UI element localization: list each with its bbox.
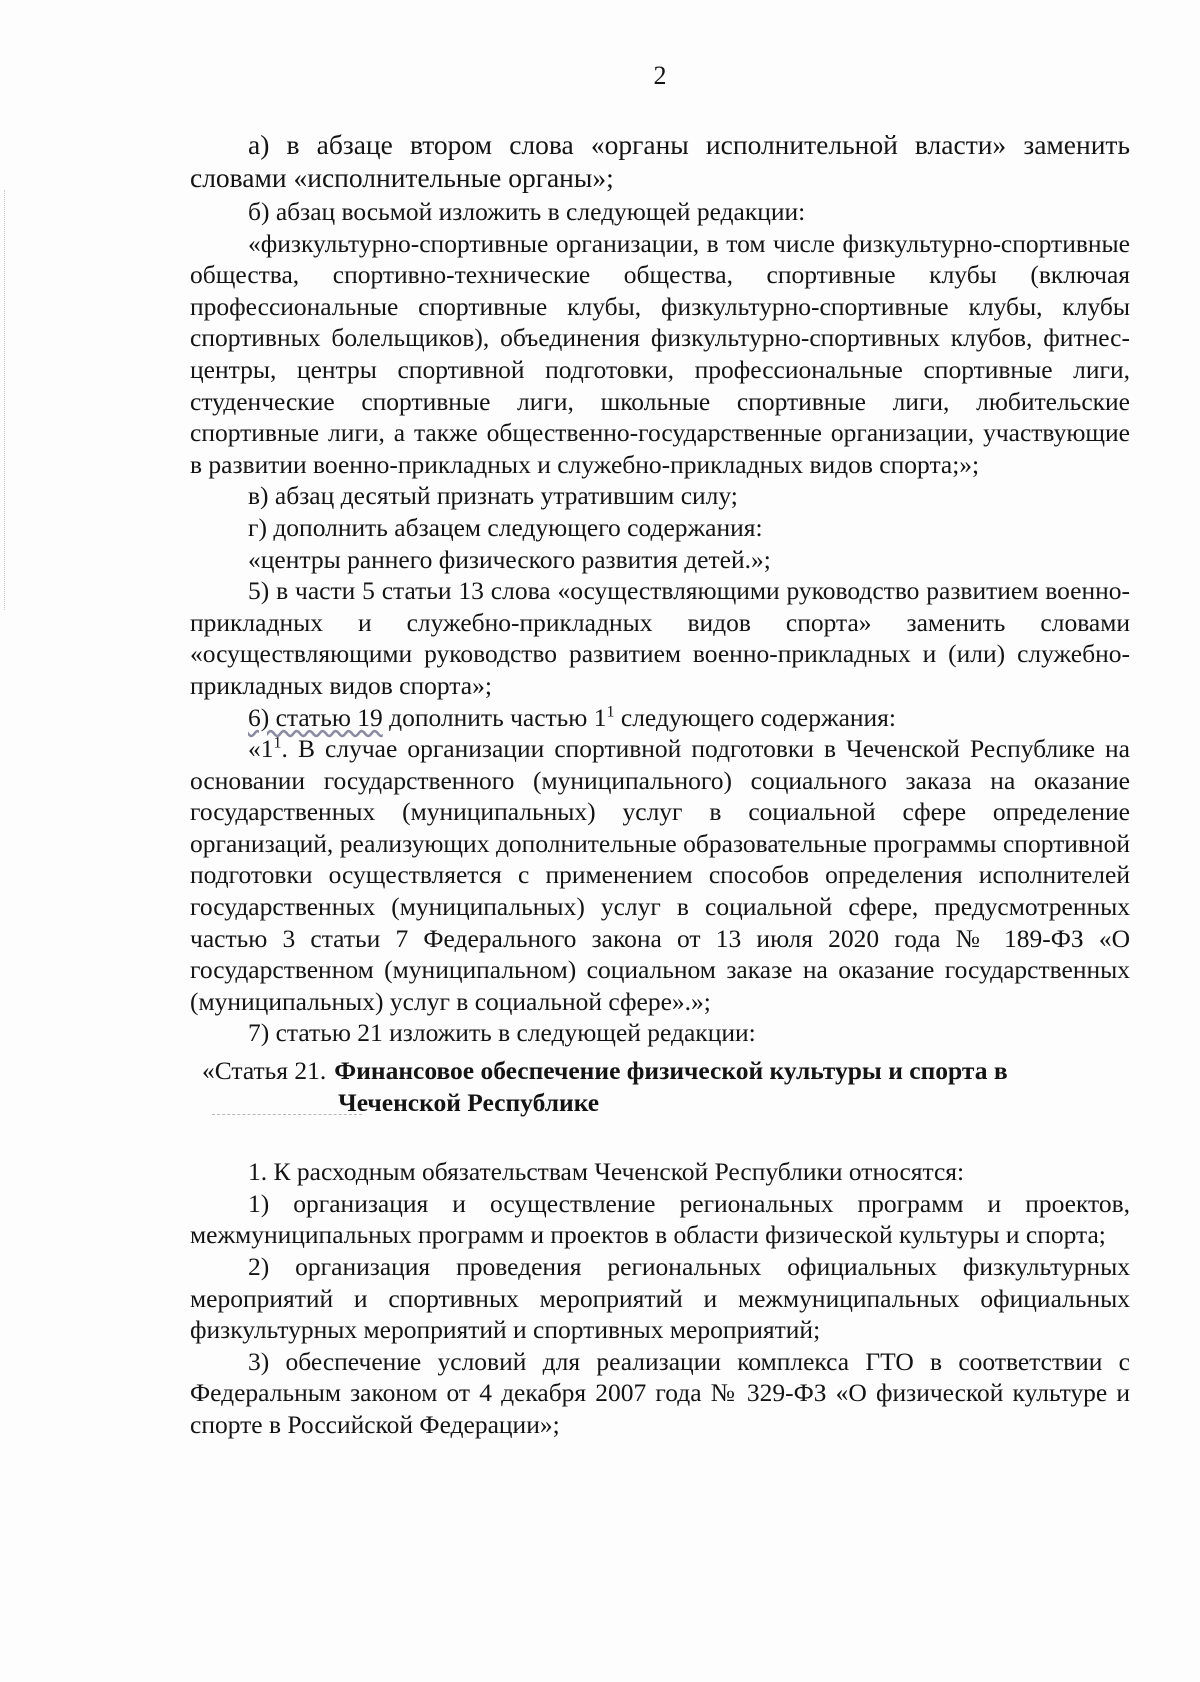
item-6-middle: дополнить частью 1 [382, 702, 607, 732]
article-item-3: 3) обеспечение условий для реализации комплекса ГТО в соответствии с Федеральным законом от 4 декабря 2007 года № 329-ФЗ «О физической культуре и спорте в Российской Федерации»; [190, 1346, 1130, 1439]
part-1-1-open: «1 [248, 734, 274, 764]
part-1-1-text: . В случае организации спортивной подготовки в Чеченской Республике на основании государственного (муниципального) социального заказа на оказание государственных (муниципальных) услуг в социальной сфере определение организаций, реализующих дополнительные образовательные программы спортивной подготовки осуществляется с применением способов определения исполнителей государственных (муниципальных) услуг в социальной сфере, предусмотренных частью 3 статьи 7 Федерального закона от 13 июля 2020 года № 189-ФЗ «О государственном (муниципальном) социальном заказе на оказание государственных (муниципальных) услуг в социальной сфере».»; [190, 734, 1130, 1016]
paragraph-g: г) дополнить абзацем следующего содержания: [248, 512, 763, 542]
article-21-prefix: «Статья 21. [202, 1056, 327, 1086]
item-6-underlined-prefix: 6) статью 19 [248, 702, 383, 732]
article-21-title-line1: Финансовое обеспечение физической культуры и спорта в [334, 1056, 1008, 1086]
article-item-2: 2) организация проведения региональных официальных физкультурных мероприятий и спортивных мероприятий и межмуниципальных официальных физкультурных мероприятий и спортивных мероприятий; [190, 1252, 1130, 1345]
paragraph-part-1-1 [190, 733, 1130, 1017]
article-item-1: 1) организация и осуществление региональных программ и проектов, межмуниципальных программ и проектов в области физической культуры и спорта; [190, 1188, 1130, 1250]
paragraph-b: б) абзац восьмой изложить в следующей редакции: [248, 197, 806, 226]
document-body [190, 128, 1130, 1441]
scan-artifact-line [212, 1114, 362, 1117]
paragraph-v: в) абзац десятый признать утратившим силу; [248, 481, 738, 511]
article-21-title-line2: Чеченской Республике [338, 1087, 600, 1117]
item-6-superscript: 1 [606, 703, 615, 720]
scan-edge-marks [4, 190, 11, 610]
article-21-heading [190, 1055, 1130, 1087]
part-1-1-superscript: 1 [273, 734, 282, 752]
paragraph-early-development: «центры раннего физического развития детей.»; [248, 544, 771, 574]
heading-spacer [190, 1118, 1130, 1156]
page-number: 2 [653, 61, 667, 90]
paragraph-item-7: 7) статью 21 изложить в следующей редакции: [248, 1018, 756, 1048]
paragraph-item-5: 5) в части 5 статьи 13 слова «осуществляющими руководство развитием военно-прикладных и служебно-прикладных видов спорта» заменить словами «осуществляющими руководство развитием военно-прикладных и (или) служебно-прикладных видов спорта»; [190, 576, 1130, 700]
paragraph-item-6 [190, 702, 1130, 734]
item-6-suffix: следующего содержания: [614, 702, 896, 732]
paragraph-sports-organizations: «физкультурно-спортивные организации, в том числе физкультурно-спортивные общества, спортивно-технические общества, спортивные клубы (включая профессиональные спортивные клубы, физкультурно-спортивные клубы, клубы спортивных болельщиков), объединения физкультурно-спортивных клубов, фитнес-центры, центры спортивной подготовки, профессиональные спортивные лиги, студенческие спортивные лиги, школьные спортивные лиги, любительские спортивные лиги, а также общественно-государственные организации, участвующие в развитии военно-прикладных и служебно-прикладных видов спорта;»; [190, 228, 1130, 479]
paragraph-a: а) в абзаце втором слова «органы исполнительной власти» заменить словами «исполнительные органы»; [190, 129, 1130, 193]
article-21-title [334, 1055, 1007, 1087]
article-paragraph-1: 1. К расходным обязательствам Чеченской Республики относятся: [248, 1157, 965, 1187]
